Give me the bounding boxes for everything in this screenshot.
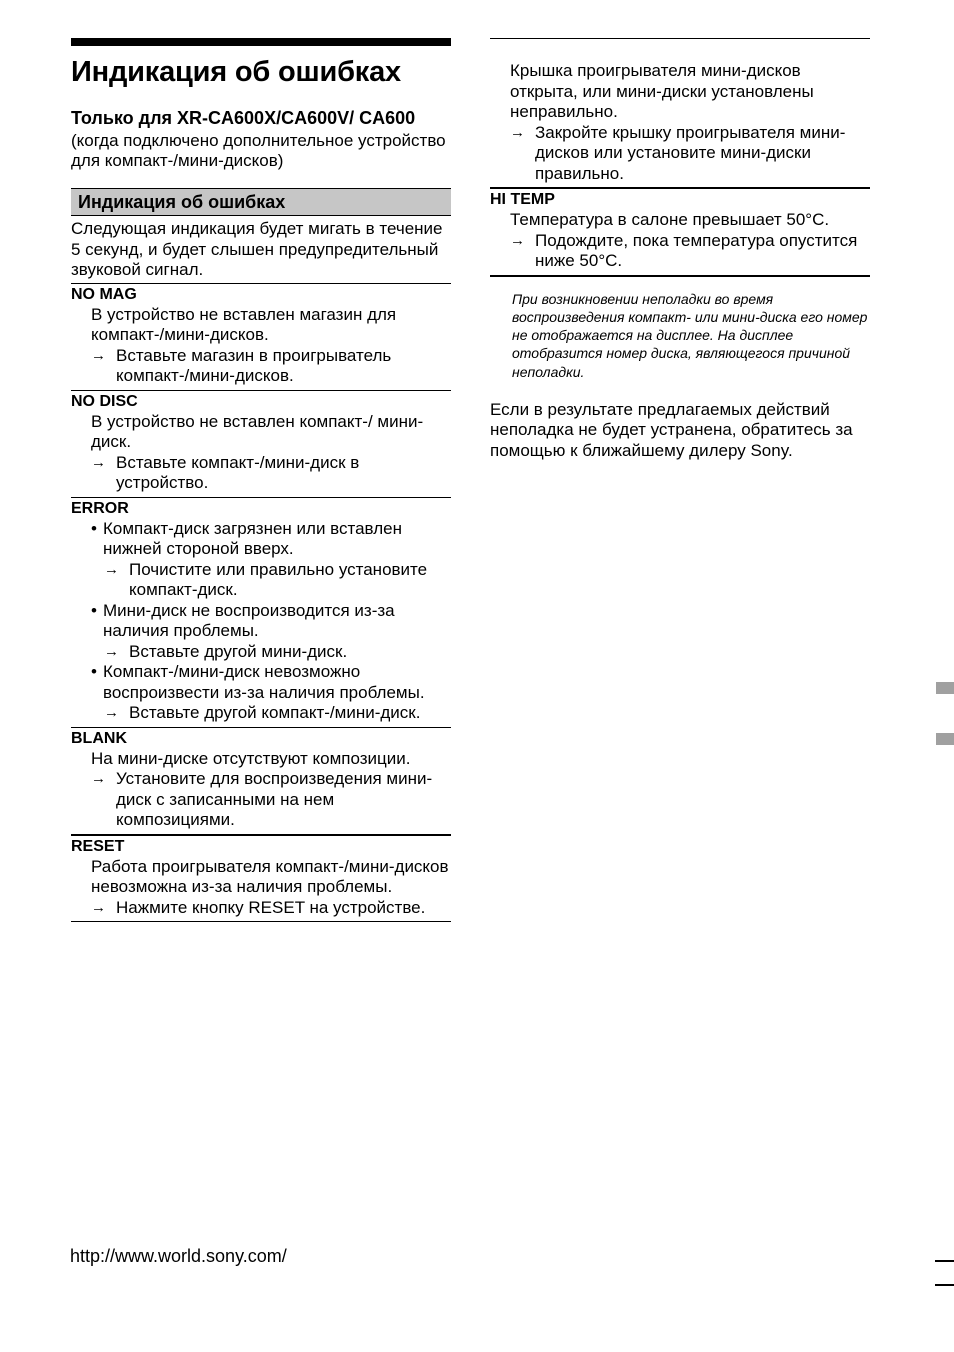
- remedy-text: Вставьте другой мини-диск.: [129, 641, 348, 661]
- arrow-icon: →: [104, 704, 119, 721]
- error-entry-no-disc: [71, 390, 451, 497]
- error-entry-lid-open: [490, 39, 870, 189]
- remedy-text: Вставьте компакт-/мини-диск в устройство.: [116, 452, 360, 492]
- arrow-icon: →: [104, 560, 119, 578]
- error-entry-no-mag: [71, 283, 451, 390]
- model-subtitle: Только для XR-CA600X/CA600V/ CA600: [71, 108, 416, 128]
- arrow-icon: →: [91, 898, 106, 916]
- error-code: ERROR: [71, 499, 129, 517]
- error-entry-blank: [71, 727, 451, 834]
- arrow-icon: →: [91, 770, 106, 787]
- error-code: HI TEMP: [490, 191, 555, 208]
- error-code: NO DISC: [71, 392, 138, 410]
- remedy-text: Подождите, пока температура опустится ниже 50°C.: [535, 230, 858, 270]
- error-remedy: [71, 346, 451, 387]
- bullet-icon: •: [91, 518, 97, 538]
- error-code: RESET: [71, 837, 125, 855]
- error-cause: В устройство не вставлен магазин для компакт-/мини-дисков.: [91, 304, 397, 344]
- error-remedy: [71, 898, 451, 919]
- bullet-remedy: [71, 560, 451, 601]
- error-remedy: [490, 123, 870, 185]
- arrow-icon: →: [104, 642, 119, 660]
- bullet-cause: Компакт-диск загрязнен или вставлен нижней стороной вверх.: [103, 518, 402, 558]
- error-remedy: [490, 231, 870, 272]
- arrow-icon: →: [91, 346, 106, 364]
- italic-note: При возникновении неполадки во время воспроизведения компакт- или мини-диска его номер не отображается на дисплее. На дисплее отобразится номер диска, являющегося причиной неполадки.: [512, 290, 868, 380]
- arrow-icon: →: [510, 231, 525, 249]
- remedy-text: Вставьте магазин в проигрыватель компакт-/мини-дисков.: [116, 345, 392, 385]
- remedy-text: Почистите или правильно установите компакт-диск.: [129, 559, 428, 599]
- error-cause: Температура в салоне превышает 50°C.: [510, 210, 830, 229]
- arrow-icon: →: [510, 123, 525, 141]
- error-cause: Работа проигрывателя компакт-/мини-дисков невозможна из-за наличия проблемы.: [91, 856, 449, 896]
- bullet-item: [71, 519, 451, 560]
- bullet-icon: •: [91, 600, 97, 620]
- error-code: NO MAG: [71, 285, 137, 303]
- bullet-remedy: [71, 703, 451, 724]
- remedy-text: Установите для воспроизведения мини-диск с записанными на нем композициями.: [116, 769, 433, 829]
- bullet-item: [71, 662, 451, 703]
- error-entry-error: [71, 497, 451, 727]
- error-cause: На мини-диске отсутствуют композиции.: [91, 748, 411, 768]
- error-entry-reset: [71, 834, 451, 923]
- error-cause: В устройство не вставлен компакт-/ мини-диск.: [91, 411, 424, 451]
- error-remedy: [71, 769, 451, 831]
- footer-url: http://www.world.sony.com/: [70, 1246, 287, 1266]
- left-column: [71, 38, 451, 922]
- closing-paragraph: Если в результате предлагаемых действий неполадка не будет устранена, обратитесь за помощью к ближайшему дилеру Sony.: [490, 399, 853, 460]
- remedy-text: Закройте крышку проигрывателя мини-дисков или установите мини-диски правильно.: [535, 122, 846, 183]
- right-column: [490, 38, 870, 461]
- bullet-cause: Мини-диск не воспроизводится из-за наличия проблемы.: [103, 600, 395, 640]
- edge-tab-marker: [936, 733, 954, 745]
- error-entry-hi-temp: [490, 189, 870, 277]
- page-title: Индикация об ошибках: [71, 56, 401, 88]
- title-rule: [71, 38, 451, 46]
- remedy-text: Нажмите кнопку RESET на устройстве.: [116, 897, 426, 917]
- bullet-remedy: [71, 642, 451, 663]
- error-code: BLANK: [71, 729, 127, 747]
- intro-text: Следующая индикация будет мигать в течение 5 секунд, и будет слышен предупредительный звуковой сигнал.: [71, 219, 443, 279]
- subtitle-note: (когда подключено дополнительное устройство для компакт-/мини-дисков): [71, 131, 446, 170]
- bullet-item: [71, 601, 451, 642]
- section-heading: Индикация об ошибках: [71, 188, 451, 216]
- edge-tab-marker: [936, 682, 954, 694]
- edge-rule: [935, 1284, 954, 1286]
- arrow-icon: →: [91, 453, 106, 471]
- bullet-icon: •: [91, 662, 97, 681]
- remedy-text: Вставьте другой компакт-/мини-диск.: [129, 703, 421, 722]
- error-cause: Крышка проигрывателя мини-дисков открыта, или мини-диски установлены неправильно.: [510, 61, 814, 121]
- bullet-cause: Компакт-/мини-диск невозможно воспроизвести из-за наличия проблемы.: [103, 662, 425, 702]
- edge-rule: [935, 1260, 954, 1262]
- error-remedy: [71, 453, 451, 494]
